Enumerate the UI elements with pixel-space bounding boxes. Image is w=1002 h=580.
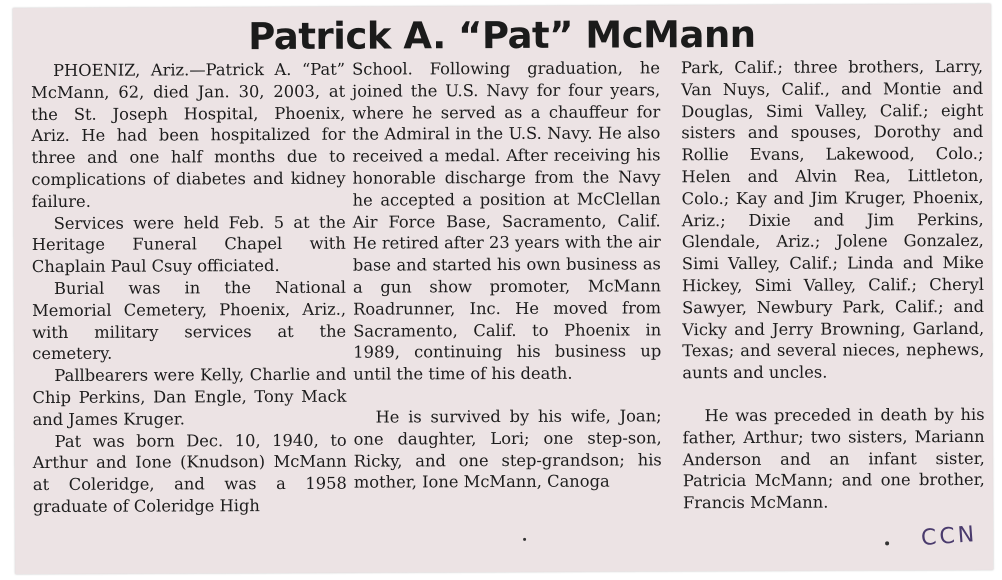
paragraph-burial: Burial was in the National Memorial Cemetery, Phoenix, Ariz., with military services at the cemetery.: [32, 277, 347, 364]
text-column-1: [31, 59, 347, 518]
newspaper-clipping: [13, 4, 993, 574]
paragraph-death-notice: PHOENIZ, Ariz.—Patrick A. “Pat” McMann, 62, died Jan. 30, 2003, at the St. Joseph Hospital, Phoenix, Ariz. He had been hospitalized for three and one half months due to complications of diabetes and kidney failure.: [31, 59, 346, 211]
paragraph-services: Services were held Feb. 5 at the Heritage Funeral Chapel with Chaplain Paul Csuy officiated.: [31, 212, 346, 277]
paragraph-pallbearers: Pallbearers were Kelly, Charlie and Chip Perkins, Dan Engle, Tony Mack and James Kruger.: [32, 364, 347, 429]
ink-speck: [523, 538, 526, 541]
handwritten-initials: CCN: [920, 522, 979, 552]
text-column-2: [352, 57, 662, 493]
paragraph-survivors-continued: Park, Calif.; three brothers, Larry, Van Nuys, Calif., and Montie and Douglas, Simi Valley, Calif.; eight sisters and spouses, Dorothy and Rollie Evans, Lakewood, Colo.; Helen and Alvin Rea, Littleton, Colo.; Kay and Jim Kruger, Phoenix, Ariz.; Dixie and Jim Perkins, Glendale, Ariz.; Jolene Gonzalez, Simi Valley, Calif.; Linda and Mike Hickey, Simi Valley, Calif.; Cheryl Sawyer, Newbury Park, Calif.; and Vicky and Jerry Browning, Garland, Texas; and several nieces, nephews, aunts and uncles.: [680, 56, 985, 383]
text-column-3: [681, 56, 985, 514]
paragraph-preceded-in-death: He was preceded in death by his father, Arthur; two sisters, Mariann Anderson and an infant sister, Patricia McMann; and one brother, Francis McMann.: [682, 404, 985, 513]
paragraph-career: School. Following graduation, he joined the U.S. Navy for four years, where he served as a chauffeur for the Admiral in the U.S. Navy. He also received a medal. After receiving his honorable discharge from the Navy he accepted a position at McClellan Air Force Base, Sacramento, Calif. He retired after 23 years with the air base and started his own business as a gun show promoter, McMann Roadrunner, Inc. He moved from Sacramento, Calif. to Phoenix in 1989, continuing his business up until the time of his death.: [351, 58, 662, 384]
obituary-headline: Patrick A. “Pat” McMann: [248, 12, 756, 59]
paragraph-birth: Pat was born Dec. 10, 1940, to Arthur and Ione (Knudson) McMann at Coleridge, and was a 1958 graduate of Coleridge High: [32, 430, 347, 516]
paragraph-survivors: He is survived by his wife, Joan; one daughter, Lori; one step-son, Ricky, and one step-grandson; his mother, Ione McMann, Canoga: [353, 406, 662, 492]
ink-speck: [885, 541, 889, 545]
